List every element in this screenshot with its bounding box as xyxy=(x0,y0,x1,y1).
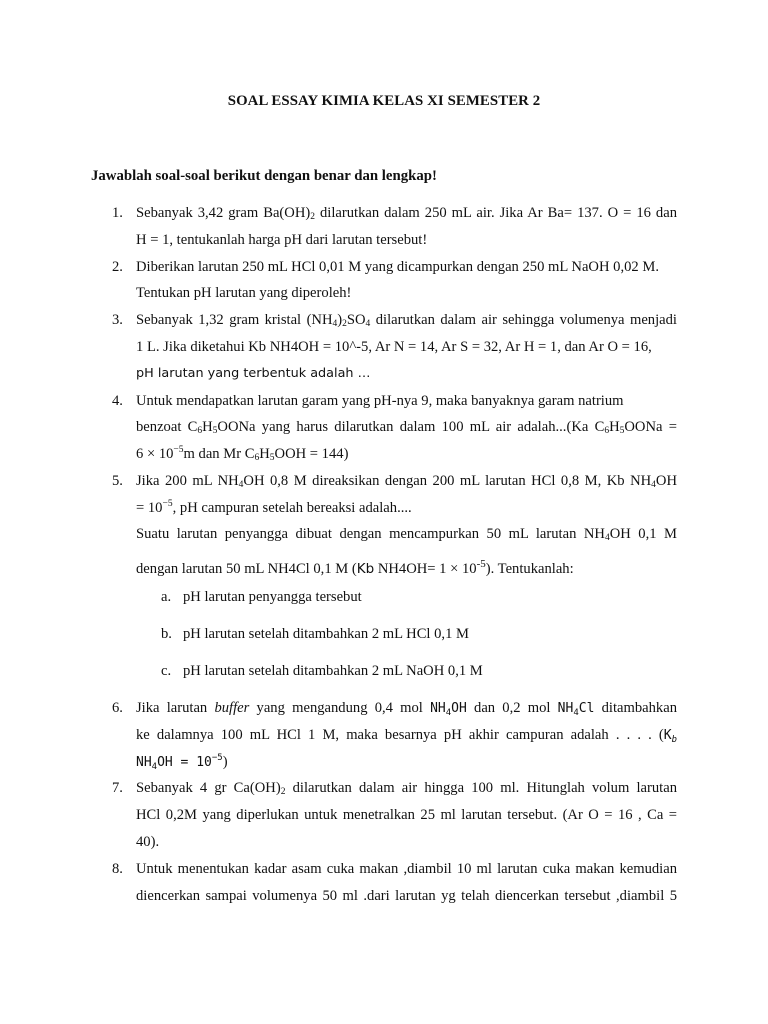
question-1-line-1: Sebanyak 3,42 gram $Ba(OH)_2$ dilarutkan dalam 250 mL air. Jika Ar Ba= 137. O = 16 dan xyxy=(136,205,677,222)
question-5b-text: pH larutan setelah ditambahkan 2 mL HCl 0,1 M xyxy=(183,626,470,642)
question-6-number: 6. xyxy=(112,700,123,716)
question-5-number: 5. xyxy=(112,473,123,489)
question-5c-text: pH larutan setelah ditambahkan 2 mL NaOH 0,1 M xyxy=(183,663,483,679)
question-5-line-3: Suatu larutan penyangga dibuat dengan mencampurkan 50 mL larutan $NH_4OH$ 0,1 M xyxy=(136,526,677,543)
question-8-line-2: diencerkan sampai volumenya 50 ml .dari larutan yg telah diencerkan tersebut ,diambil 5 xyxy=(136,888,677,904)
question-2-line-2: Tentukan pH larutan yang diperoleh! xyxy=(136,285,352,301)
question-6-line-1: Jika larutan buffer yang mengandung 0,4 mol $NH_4OH$ dan 0,2 mol $NH_4Cl$ ditambahkan xyxy=(136,700,677,718)
instruction-text: Jawablah soal-soal berikut dengan benar dan lengkap! xyxy=(91,168,437,184)
question-5b-label: b. xyxy=(161,626,172,642)
question-5a-text: pH larutan penyangga tersebut xyxy=(183,589,362,605)
question-4-line-1: Untuk mendapatkan larutan garam yang pH-nya 9, maka banyaknya garam natrium xyxy=(136,393,624,409)
question-3-line-1: Sebanyak 1,32 gram kristal $(NH_4)_2SO_4$ dilarutkan dalam air sehingga volumenya menjadi xyxy=(136,312,677,329)
document-title: SOAL ESSAY KIMIA KELAS XI SEMESTER 2 xyxy=(227,93,541,109)
question-1-line-2: H = 1, tentukanlah harga pH dari larutan tersebut! xyxy=(136,232,428,248)
question-4-line-2: benzoat $C_6H_5OONa$ yang harus dilarutkan dalam 100 mL air adalah...(Ka $C_6H_5OONa$ = xyxy=(136,419,677,436)
question-8-number: 8. xyxy=(112,861,123,877)
question-8-line-1: Untuk menentukan kadar asam cuka makan ,diambil 10 ml larutan cuka makan kemudian xyxy=(136,861,677,877)
question-7-line-2: HCl 0,2M yang diperlukan untuk menetralkan 25 ml larutan tersebut. (Ar O = 16 , Ca = xyxy=(136,807,677,823)
question-6-line-3: $NH_4OH = 10^{-5}$) xyxy=(136,753,228,772)
question-5-line-2: = $10^{-5}$, pH campuran setelah bereaksi adalah.... xyxy=(136,499,412,516)
question-5-line-1: Jika 200 mL $NH_4OH$ 0,8 M direaksikan dengan 200 mL larutan HCl 0,8 M, Kb $NH_4OH$ xyxy=(136,473,677,490)
question-2-line-1: Diberikan larutan 250 mL HCl 0,01 M yang dicampurkan dengan 250 mL NaOH 0,02 M. xyxy=(136,259,659,275)
question-3-line-3: pH larutan yang terbentuk adalah … xyxy=(136,366,371,381)
question-5-line-4: dengan larutan 50 mL NH4Cl 0,1 M (Kb $NH4OH= 1 \times 10^{-5}$). Tentukanlah: xyxy=(136,558,574,577)
question-7-line-3: 40). xyxy=(136,834,160,850)
question-6-line-2: ke dalamnya 100 mL HCl 1 M, maka besarnya pH akhir campuran adalah . . . . ($K_b$ xyxy=(136,727,677,745)
question-2-number: 2. xyxy=(112,259,123,275)
question-4-number: 4. xyxy=(112,393,123,409)
question-4-line-3: $6 \times 10^{-5}m$ dan Mr $C_6H_5OOH = 144$) xyxy=(136,445,349,463)
question-3-number: 3. xyxy=(112,312,123,328)
question-3-line-2: 1 L. Jika diketahui Kb NH4OH = 10^-5, Ar N = 14, Ar S = 32, Ar H = 1, dan Ar O = 16, xyxy=(136,339,652,355)
question-5a-label: a. xyxy=(161,589,172,605)
question-7-number: 7. xyxy=(112,780,123,796)
question-5c-label: c. xyxy=(161,663,172,679)
question-1-number: 1. xyxy=(112,205,123,221)
question-7-line-1: Sebanyak 4 gr $Ca(OH)_2$ dilarutkan dalam air hingga 100 ml. Hitunglah volum larutan xyxy=(136,780,677,797)
